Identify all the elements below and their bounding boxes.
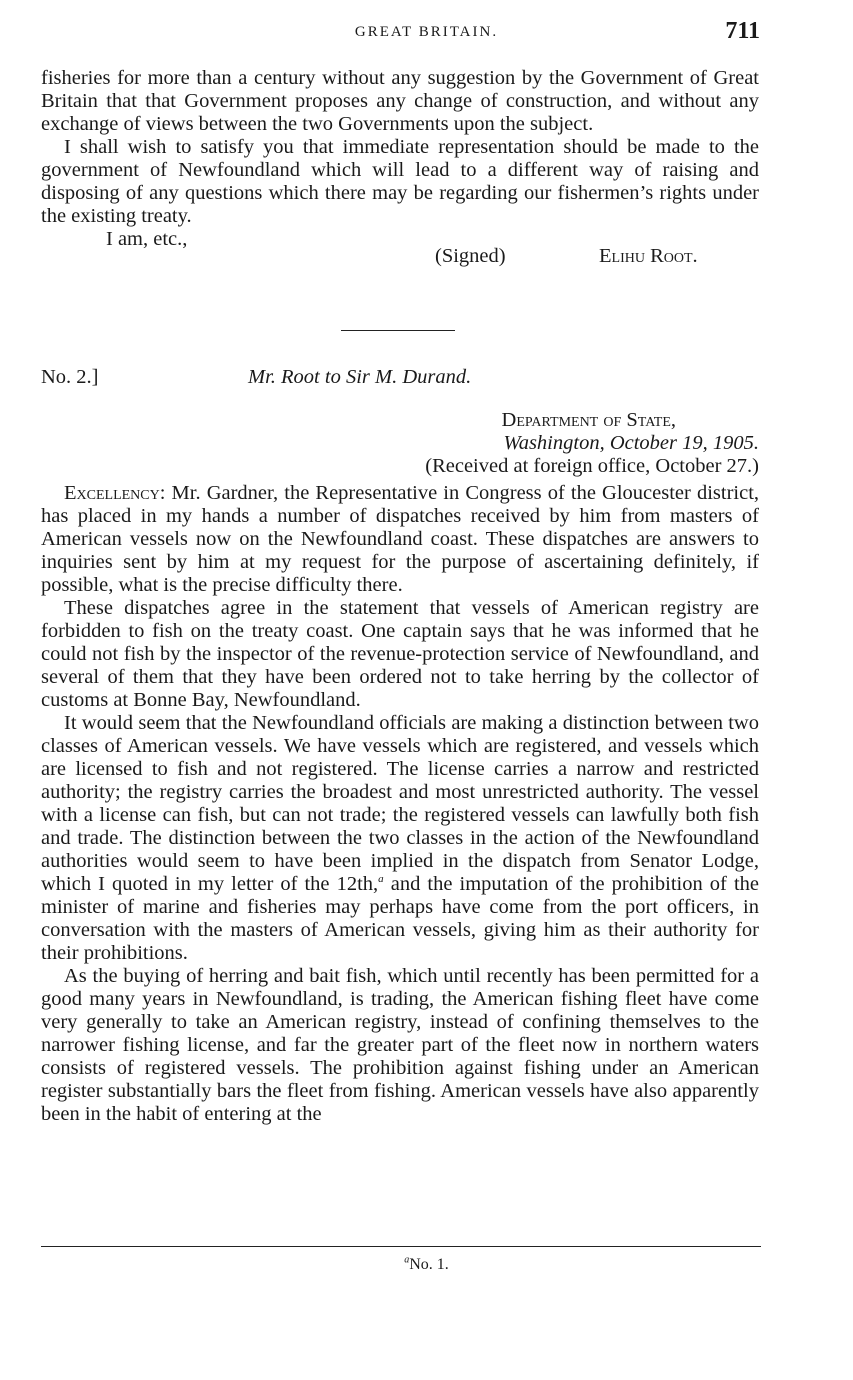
letter-2-paragraph-2: These dispatches agree in the statement that vessels of American registry are forbidden to fish on the treaty coast. One captain says that he was informed that he could not fish by the inspector of the revenue-protection service of Newfoundland, and several of them that they have been ordered not to take herring by the collector of customs at Bonne Bay, Newfoundland. (41, 597, 759, 711)
letter-1-continuation (41, 67, 759, 270)
letter-2-paragraph-3-part-1: It would seem that the Newfoundland officials are making a distinction between two classes of American vessels. We have vessels which are registered, and vessels which are licensed to fish and not registered. The license carries a narrow and restricted authority; the registry carries the broadest and most unrestricted authority. The vessel with a license can fish, but can not trade; the registered vessels can lawfully both fish and trade. The distinction between the two classes in the action of the Newfoundland authorities would seem to have been implied in the dispatch from Senator Lodge, which I quoted in my letter of the 12th, (41, 712, 759, 895)
received-note: (Received at foreign office, October 27.) (425, 455, 759, 477)
closing: I am, etc., (106, 228, 188, 250)
page-number: 711 (725, 18, 760, 44)
section-divider (341, 330, 455, 331)
signature-block (41, 228, 759, 270)
letter-2-paragraph-1-text: Mr. Gardner, the Representative in Congress of the Gloucester district, has placed in my hands a number of dispatches received by him from masters of American vessels now on the Newfoundland coast. These dispatches are answers to inquiries sent by him at my request for the purpose of ascertaining definitely, if possible, what is the precise difficulty there. (41, 482, 760, 596)
letter-2-paragraph-3 (41, 712, 759, 965)
letter-2-paragraph-1 (41, 482, 759, 597)
running-head-title: GREAT BRITAIN. (354, 24, 499, 40)
department-name: Department of State, (501, 409, 676, 431)
place-and-date: Washington, October 19, 1905. (503, 432, 759, 454)
letter-2-dateline (425, 409, 759, 478)
footnote-reference: a (378, 873, 384, 886)
footnote (0, 1256, 853, 1274)
letter-1-paragraph-1: fisheries for more than a century without any suggestion by the Government of Great Britain that that Government proposes any change of construction, and without any exchange of views between the two Governments upon the subject. (41, 67, 759, 135)
document-heading (41, 366, 759, 392)
letter-2-paragraph-3-part-2: and the imputation of the prohibition of the minister of marine and fisheries may perhaps have come from the port officers, in conversation with the masters of American vessels, giving him as their authority for their prohibitions. (41, 873, 759, 964)
letter-2-paragraph-4: As the buying of herring and bait fish, which until recently has been permitted for a good many years in Newfoundland, is trading, the American fishing fleet have come very generally to take an American registry, instead of confining themselves to the narrower fishing license, and far the greater part of the fleet now in northern waters consists of registered vessels. The prohibition against fishing under an American register substantially bars the fleet from fishing. American vessels have also apparently been in the habit of entering at the (41, 965, 759, 1125)
letter-2-body (41, 482, 759, 1126)
signed-label: (Signed) (435, 245, 506, 267)
document-title: Mr. Root to Sir M. Durand. (248, 366, 472, 388)
letter-1-paragraph-2: I shall wish to satisfy you that immediate representation should be made to the government of Newfoundland which will lead to a different way of raising and disposing of any questions which there may be regarding our fishermen’s rights under the existing treaty. (41, 136, 759, 227)
signatory-name: Elihu Root. (599, 245, 698, 267)
footnote-rule (41, 1246, 761, 1247)
footnote-text: No. 1. (409, 1256, 449, 1273)
running-head (0, 20, 853, 50)
document-number: No. 2.] (41, 366, 99, 388)
footnote-mark: a (404, 1254, 410, 1266)
salutation: Excellency: (64, 482, 166, 504)
